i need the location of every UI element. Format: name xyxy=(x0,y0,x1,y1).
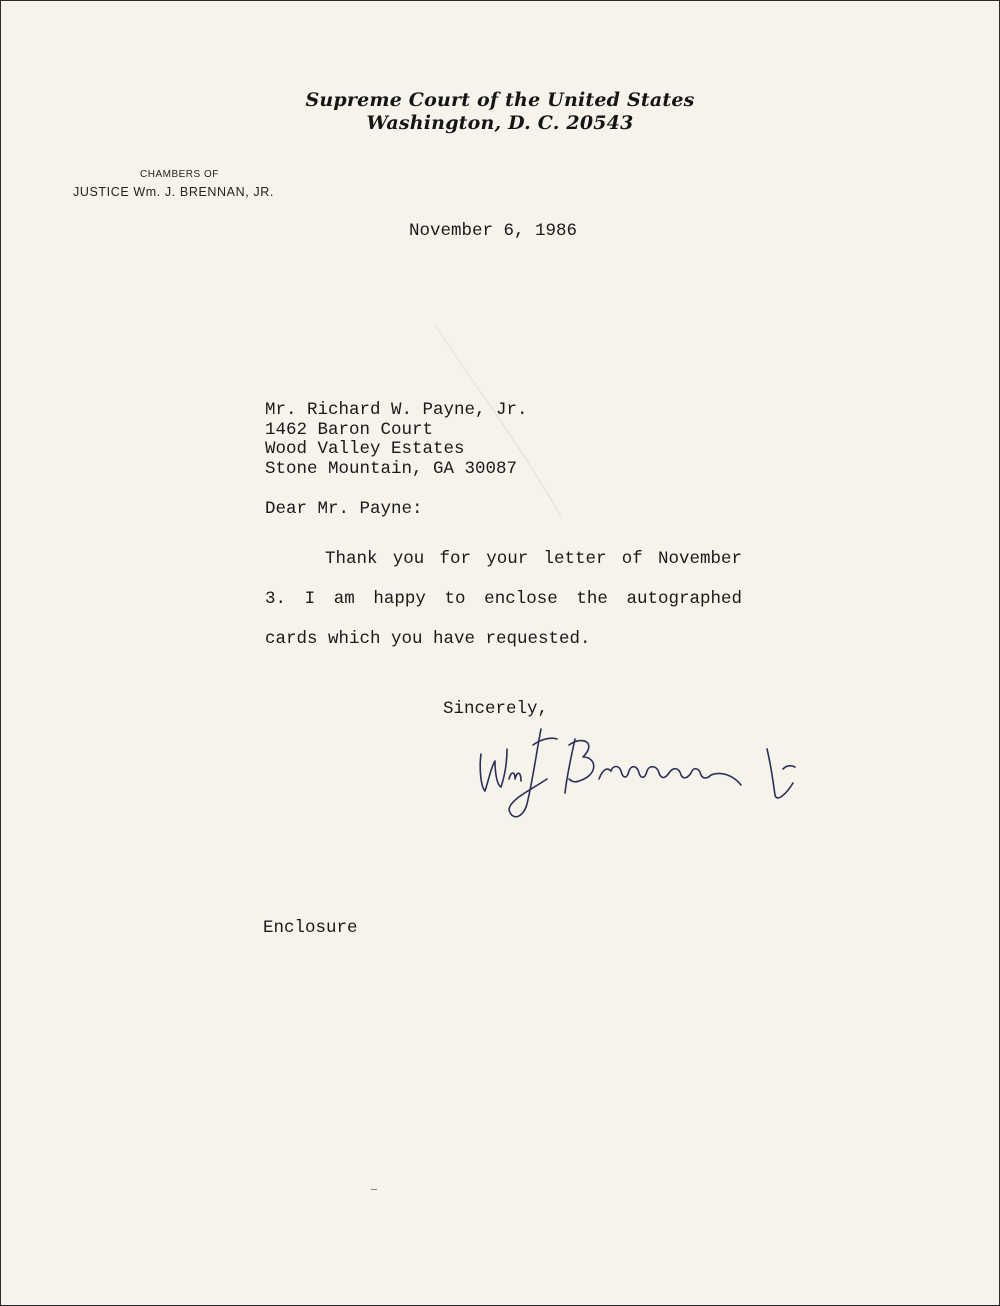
chambers-block xyxy=(73,169,293,201)
recipient-estate: Wood Valley Estates xyxy=(265,439,465,459)
signature xyxy=(471,709,811,829)
paper-speck xyxy=(371,1189,377,1190)
recipient-address xyxy=(265,401,528,479)
letter-date: November 6, 1986 xyxy=(409,221,578,241)
letter-body: Thank you for your letter of November 3. I am happy to enclose the autographed cards which you have requested. xyxy=(265,549,742,649)
closing: Sincerely, xyxy=(443,699,549,719)
chambers-label: CHAMBERS OF xyxy=(140,169,219,180)
chambers-justice-name: JUSTICE Wm. J. BRENNAN, JR. xyxy=(73,185,274,199)
letterhead-court-name: Supreme Court of the United States xyxy=(305,89,695,111)
letterhead-address: Washington, D. C. 20543 xyxy=(366,112,634,134)
recipient-street: 1462 Baron Court xyxy=(265,419,434,440)
recipient-city: Stone Mountain, GA 30087 xyxy=(265,458,518,479)
recipient-name: Mr. Richard W. Payne, Jr. xyxy=(265,400,528,420)
enclosure-note: Enclosure xyxy=(263,918,358,938)
salutation: Dear Mr. Payne: xyxy=(265,499,423,519)
letterhead xyxy=(1,89,999,134)
